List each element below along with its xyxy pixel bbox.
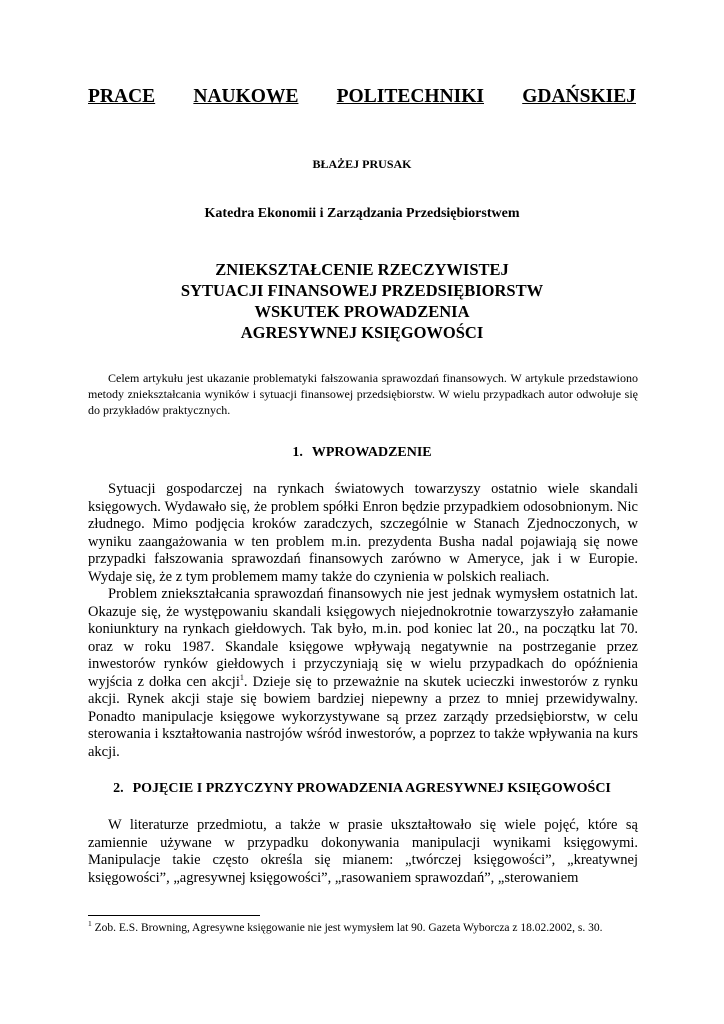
journal-word: PRACE	[88, 86, 156, 107]
section-number: 2.	[113, 781, 124, 796]
title-line: WSKUTEK PROWADZENIA	[254, 302, 470, 321]
section-heading	[0, 781, 724, 797]
journal-header	[88, 86, 636, 108]
section-title: WPROWADZENIE	[311, 445, 432, 460]
section-title: POJĘCIE I PRZYCZYNY PROWADZENIA AGRESYWNEJ KSIĘGOWOŚCI	[132, 781, 611, 796]
journal-word: NAUKOWE	[193, 86, 299, 107]
journal-word: GDAŃSKIEJ	[522, 86, 636, 107]
section-heading	[0, 445, 724, 461]
paper-title	[0, 259, 724, 343]
footnote	[88, 921, 648, 936]
abstract: Celem artykułu jest ukazanie problematyki fałszowania sprawozdań finansowych. W artykule przedstawiono metody zniekształcania wyników i sytuacji finansowej przedsiębiorstw. W wielu przypadkach autor odwołuje się do przykładów praktycznych.	[88, 371, 638, 417]
title-line: ZNIEKSZTAŁCENIE RZECZYWISTEJ	[215, 260, 509, 279]
paragraph-text: . Dzieje się to przeważnie na skutek ucieczki inwestorów z rynku akcji. Rynek akcji staje się bowiem bardziej niepewny a przez to mniej przewidywalny. Ponadto manipulacje księgowe wykorzystywane są przez zarządy przedsiębiorstw, w celu sterowania i kształtowania nastrojów wśród inwestorów, a poprzez to także wpływania na kurs akcji.	[88, 673, 638, 760]
footnote-mark: 1	[88, 919, 92, 929]
title-line: SYTUACJI FINANSOWEJ PRZEDSIĘBIORSTW	[180, 281, 544, 300]
section-number: 1.	[292, 445, 303, 460]
footnote-divider	[88, 915, 260, 916]
paragraph	[88, 586, 638, 761]
paragraph-text: Problem zniekształcania sprawozdań finansowych nie jest jednak wymysłem ostatnich lat. Okazuje się, że występowaniu skandali księgowych niejednokrotnie towarzyszyło załamanie koniunktury na rynkach giełdowych. Tak było, m.in. pod koniec lat 20., na początku lat 70. oraz w roku 1987. Skandale księgowe wpływają negatywnie na postrzeganie przez inwestorów rynków giełdowych i przyczyniają się w wielu przypadkach do opóźnienia wyjścia z dołka cen akcji	[88, 586, 638, 690]
footnote-text: Zob. E.S. Browning, Agresywne księgowanie nie jest wymysłem lat 90. Gazeta Wyborcza z 18.02.2002, s. 30.	[91, 922, 603, 934]
journal-word: POLITECHNIKI	[336, 86, 485, 107]
footnote-reference[interactable]: 1	[239, 672, 244, 682]
department: Katedra Ekonomii i Zarządzania Przedsiębiorstwem	[204, 206, 520, 221]
paragraph: W literaturze przedmiotu, a także w prasie ukształtowało się wiele pojęć, które są zamiennie używane w przypadku dokonywania manipulacji wynikami księgowymi. Manipulacje takie często określa się mianem: „twórczej księgowości”, „kreatywnej księgowości”, „agresywnej księgowości”, „rasowaniem sprawozdań”, „sterowaniem	[88, 817, 638, 886]
title-line: AGRESYWNEJ KSIĘGOWOŚCI	[240, 323, 484, 342]
paragraph: Sytuacji gospodarczej na rynkach światowych towarzyszy ostatnio wiele skandali księgowych. Wydawało się, że problem spółki Enron będzie przypadkiem odosobnionym. Nic złudnego. Mimo podjęcia kroków zaradczych, szczególnie w Stanach Zjednoczonych, w wyniku zaangażowania w ten problem m.in. prezydenta Busha nadal pojawiają się nowe przypadki fałszowania sprawozdań finansowych zarówno w Ameryce, jak i w Europie. Wydaje się, że z tym problemem mamy także do czynienia w polskich realiach.	[88, 481, 638, 585]
author-name: BŁAŻEJ PRUSAK	[312, 157, 412, 171]
